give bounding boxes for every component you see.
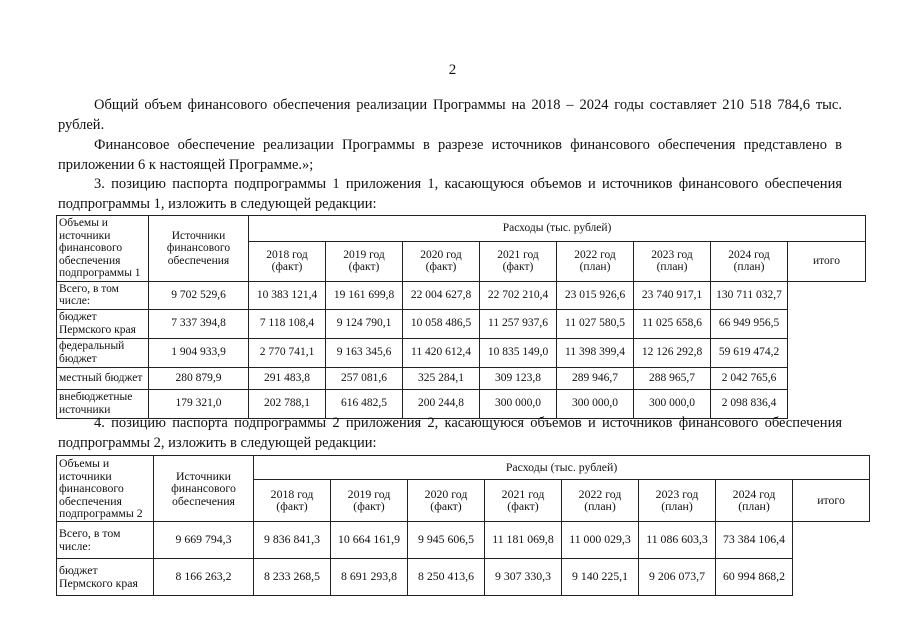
value-cell: 8 691 293,8 [331,558,408,595]
paragraph-text: Финансовое обеспечение реализации Программы в разрезе источников финансового обеспечения представлено в приложении 6 к настоящей Программе.»; [58,137,842,173]
value-cell: 130 711 032,7 [711,281,788,309]
value-cell: 11 181 069,8 [485,521,562,558]
column-header: 2020 год (факт) [403,242,480,281]
value-cell: 200 244,8 [403,389,480,418]
value-cell: 309 123,8 [480,367,557,389]
value-cell: 10 058 486,5 [403,309,480,338]
column-header: 2018 год (факт) [254,479,331,521]
value-cell: 19 161 699,8 [326,281,403,309]
value-cell: 11 027 580,5 [557,309,634,338]
column-header: 2021 год (факт) [485,479,562,521]
value-cell: 257 081,6 [326,367,403,389]
value-cell: 22 004 627,8 [403,281,480,309]
paragraph-text: 3. позицию паспорта подпрограммы 1 приложения 1, касающуюся объемов и источников финансового обеспечения подпрограммы 1, изложить в следующей редакции: [58,176,842,212]
source-cell: федеральный бюджет [57,338,149,367]
value-cell: 9 307 330,3 [485,558,562,595]
paragraph-item-3 [58,174,842,214]
table-row [57,338,866,367]
value-cell: 66 949 956,5 [711,309,788,338]
sources-header: Источники финансового обеспечения [154,456,254,522]
value-cell: 11 420 612,4 [403,338,480,367]
column-header: 2024 год (план) [711,242,788,281]
value-cell: 2 042 765,6 [711,367,788,389]
subprogram-1-funding-table [56,215,866,419]
value-cell: 7 337 394,8 [149,309,249,338]
value-cell: 9 124 790,1 [326,309,403,338]
source-cell: бюджет Пермского края [57,309,149,338]
source-cell: внебюджетные источники [57,389,149,418]
column-header: 2019 год (факт) [326,242,403,281]
value-cell: 300 000,0 [480,389,557,418]
value-cell: 2 770 741,1 [249,338,326,367]
value-cell: 23 740 917,1 [634,281,711,309]
value-cell: 9 836 841,3 [254,521,331,558]
value-cell: 11 025 658,6 [634,309,711,338]
value-cell: 8 166 263,2 [154,558,254,595]
value-cell: 23 015 926,6 [557,281,634,309]
expenses-header: Расходы (тыс. рублей) [254,456,870,480]
page-number: 2 [448,62,457,78]
column-header: итого [793,479,870,521]
value-cell: 10 835 149,0 [480,338,557,367]
source-cell: местный бюджет [57,367,149,389]
value-cell: 291 483,8 [249,367,326,389]
column-header: 2023 год (план) [634,242,711,281]
value-cell: 280 879,9 [149,367,249,389]
paragraph-text: 4. позицию паспорта подпрограммы 2 приложения 2, касающуюся объемов и источников финансового обеспечения подпрограммы 2, изложить в следующей редакции: [58,415,842,451]
table-row [57,367,866,389]
value-cell: 8 233 268,5 [254,558,331,595]
sources-header: Источники финансового обеспечения [149,216,249,282]
source-cell: Всего, в том числе: [57,521,154,558]
value-cell: 11 086 603,3 [639,521,716,558]
value-cell: 10 383 121,4 [249,281,326,309]
row-label-cell: Объемы и источники финансового обеспечения подпрограммы 1 [57,216,149,282]
value-cell: 11 000 029,3 [562,521,639,558]
paragraph-total-funding [58,95,842,135]
value-cell: 12 126 292,8 [634,338,711,367]
value-cell: 202 788,1 [249,389,326,418]
value-cell: 2 098 836,4 [711,389,788,418]
value-cell: 9 163 345,6 [326,338,403,367]
source-cell: Всего, в том числе: [57,281,149,309]
source-cell: бюджет Пермского края [57,558,154,595]
value-cell: 9 206 073,7 [639,558,716,595]
value-cell: 11 257 937,6 [480,309,557,338]
expenses-header: Расходы (тыс. рублей) [249,216,866,242]
value-cell: 289 946,7 [557,367,634,389]
value-cell: 616 482,5 [326,389,403,418]
subprogram-2-funding-table [56,455,870,596]
column-header: 2023 год (план) [639,479,716,521]
column-header: 2022 год (план) [562,479,639,521]
value-cell: 60 994 868,2 [716,558,793,595]
column-header: итого [788,242,866,281]
value-cell: 10 664 161,9 [331,521,408,558]
table-row [57,309,866,338]
value-cell: 8 250 413,6 [408,558,485,595]
value-cell: 9 945 606,5 [408,521,485,558]
paragraph-funding-sources [58,135,842,175]
table-row [57,558,870,595]
value-cell: 9 140 225,1 [562,558,639,595]
table-row [57,521,870,558]
value-cell: 179 321,0 [149,389,249,418]
paragraph-item-4 [58,413,842,453]
value-cell: 1 904 933,9 [149,338,249,367]
value-cell: 11 398 399,4 [557,338,634,367]
value-cell: 22 702 210,4 [480,281,557,309]
column-header: 2022 год (план) [557,242,634,281]
value-cell: 59 619 474,2 [711,338,788,367]
column-header: 2024 год (план) [716,479,793,521]
paragraph-text: Общий объем финансового обеспечения реализации Программы на 2018 – 2024 годы составляет 210 518 784,6 тыс. рублей. [58,97,842,133]
value-cell: 9 702 529,6 [149,281,249,309]
column-header: 2020 год (факт) [408,479,485,521]
value-cell: 300 000,0 [557,389,634,418]
row-label-cell: Объемы и источники финансового обеспечения подпрограммы 2 [57,456,154,522]
column-header: 2018 год (факт) [249,242,326,281]
column-header: 2021 год (факт) [480,242,557,281]
value-cell: 325 284,1 [403,367,480,389]
value-cell: 300 000,0 [634,389,711,418]
value-cell: 288 965,7 [634,367,711,389]
value-cell: 7 118 108,4 [249,309,326,338]
column-header: 2019 год (факт) [331,479,408,521]
table-row [57,281,866,309]
value-cell: 73 384 106,4 [716,521,793,558]
value-cell: 9 669 794,3 [154,521,254,558]
